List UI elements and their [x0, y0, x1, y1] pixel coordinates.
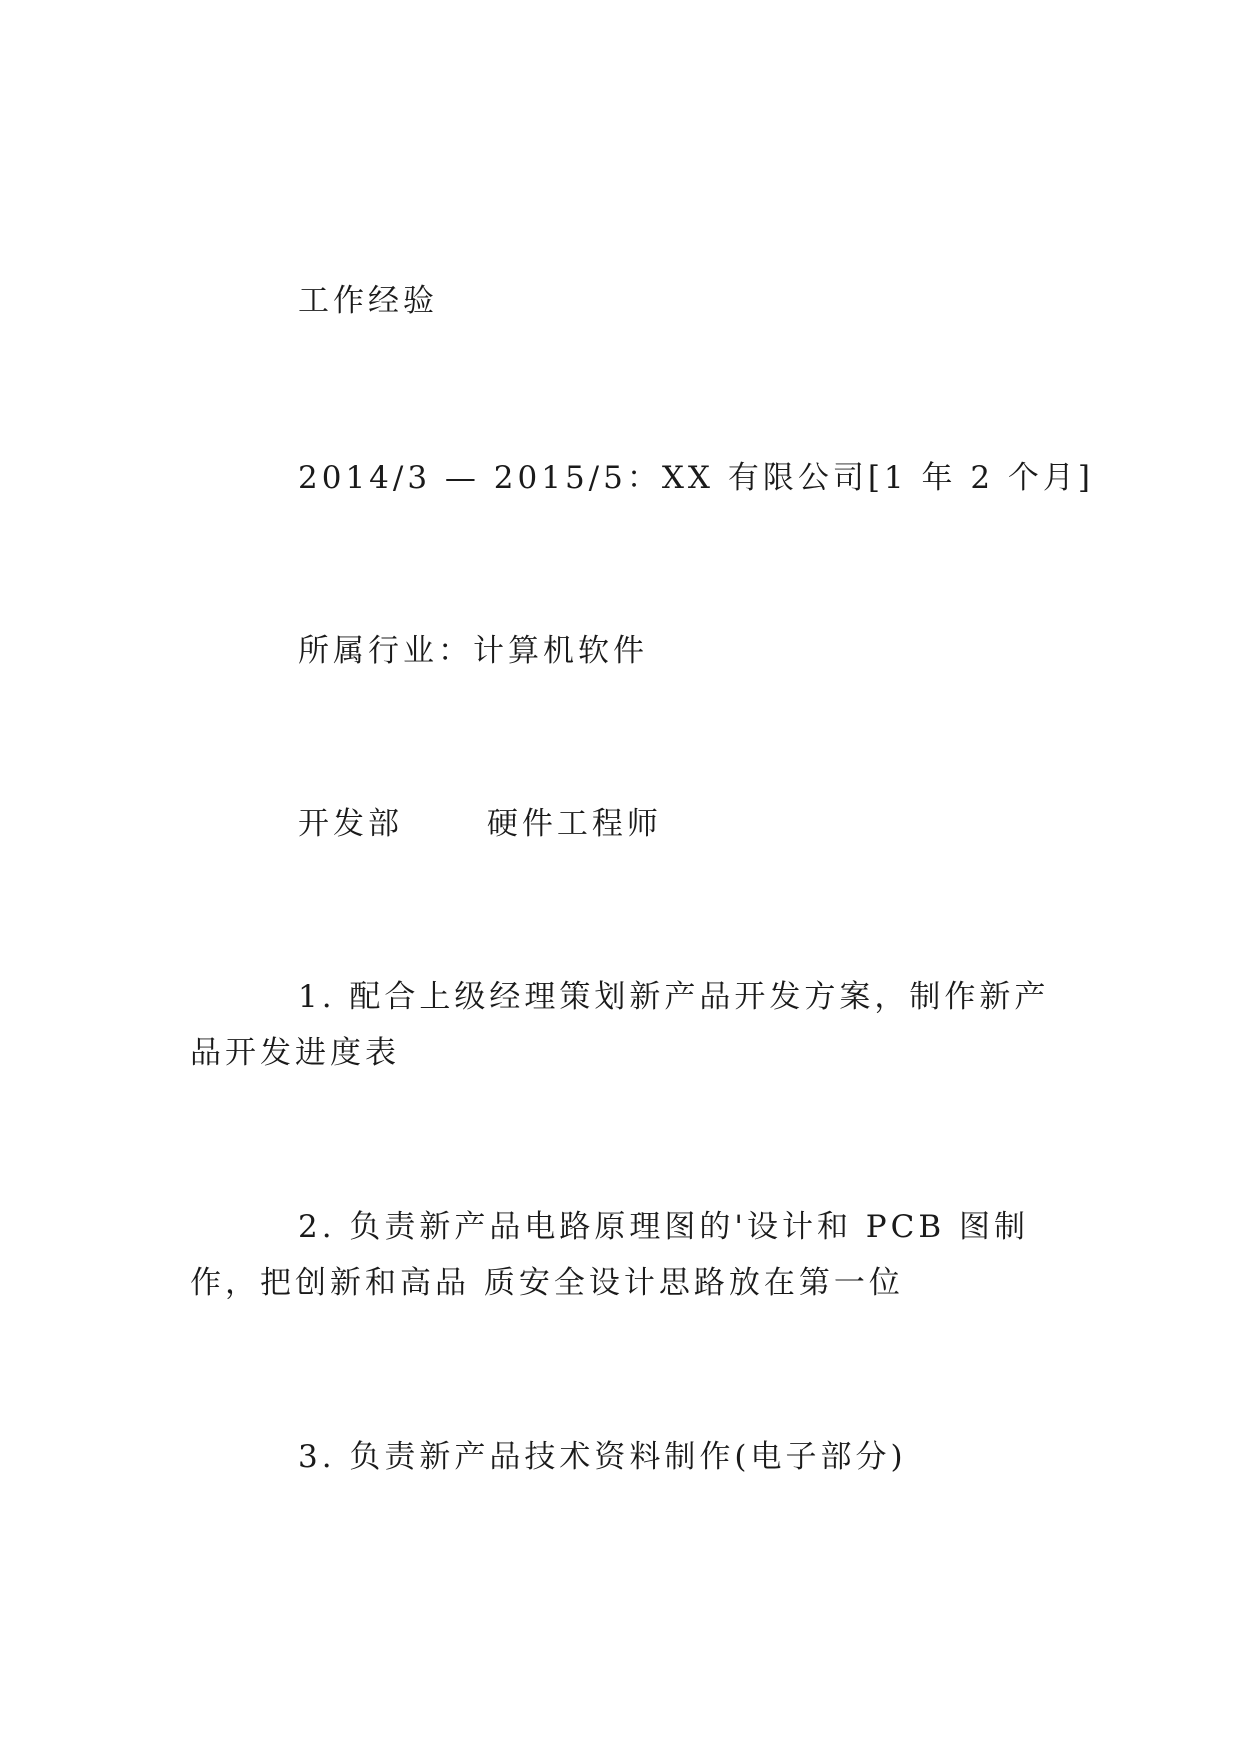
employment-period: 2014/3 — 2015/5：XX 有限公司[1 年 2 个月]: [298, 460, 1095, 496]
position-line: 开发部 硬件工程师: [298, 806, 662, 842]
section-title: 工作经验: [298, 283, 438, 319]
duty-item: 2. 负责新产品电路原理图的'设计和 PCB 图制作，把创新和高品 质安全设计思路放在第一位: [190, 1209, 1030, 1301]
industry-line: 所属行业：计算机软件: [298, 633, 648, 669]
duty-item: 3. 负责新产品技术资料制作(电子部分): [298, 1439, 907, 1475]
duty-item: 1. 配合上级经理策划新产品开发方案，制作新产品开发进度表: [190, 979, 1050, 1071]
